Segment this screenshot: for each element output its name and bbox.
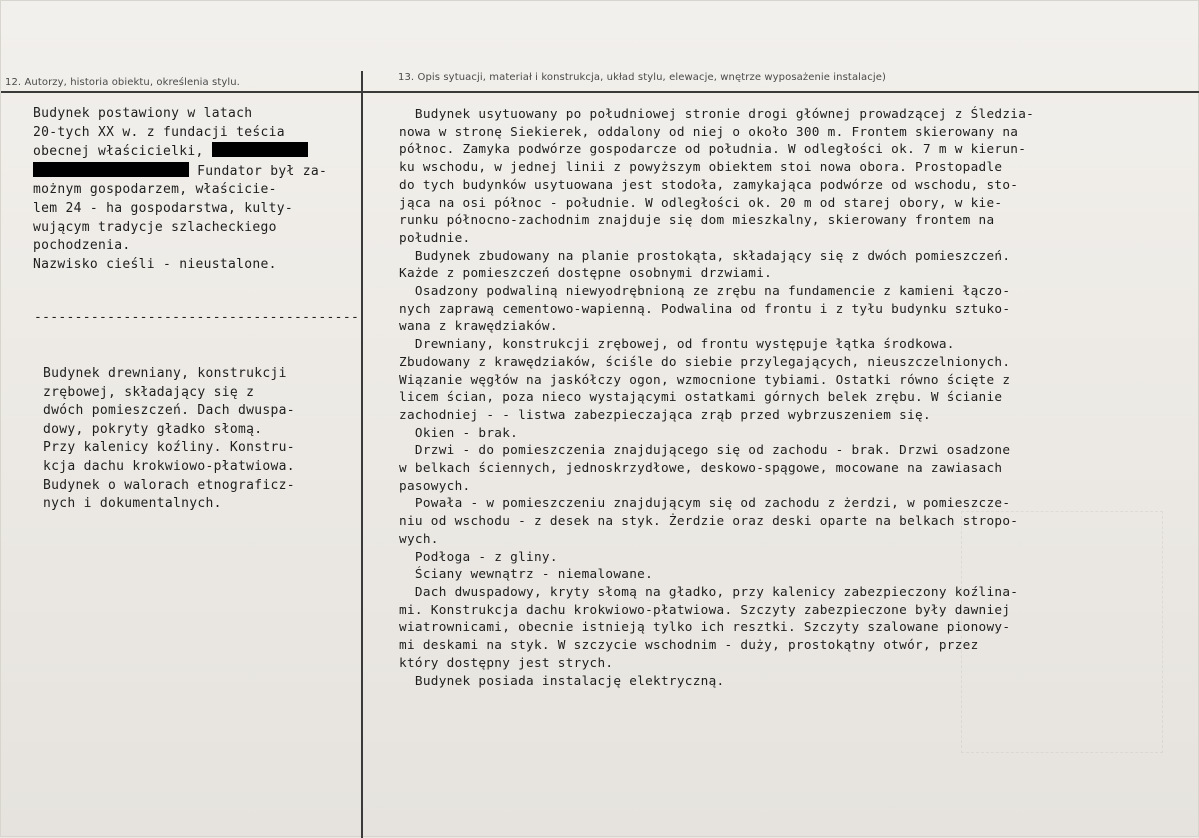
summary-line: kcja dachu krokwiowo-płatwiowa.	[43, 458, 295, 474]
summary-line: Budynek drewniany, konstrukcji	[43, 366, 287, 381]
authors-line: wującym tradycje szlacheckiego	[33, 219, 277, 235]
faded-stamp-area	[961, 511, 1163, 753]
building-summary-text	[43, 365, 295, 514]
description-line: pasowych.	[399, 477, 471, 493]
authors-line: obecnej właścicielki,	[33, 144, 204, 160]
description-line: licem ścian, poza nieco wystającymi ostatkami górnych belek zrębu. W ścianie	[399, 389, 1003, 405]
description-line: runku północno-zachodnim znajduje się dom mieszkalny, skierowany frontem na	[399, 212, 995, 228]
description-line: Budynek posiada instalację elektryczną.	[399, 672, 725, 688]
description-line: Okien - brak.	[399, 424, 519, 440]
description-line: Budynek zbudowany na planie prostokąta, składający się z dwóch pomieszczeń.	[399, 247, 1011, 263]
summary-line: Budynek o walorach etnograficz-	[43, 477, 295, 493]
summary-line: dowy, pokryty gładko słomą.	[43, 421, 263, 437]
description-line: południe.	[399, 229, 471, 245]
description-line: północ. Zamyka podwórze gospodarcze od południa. W odległości ok. 7 m w kierun-	[399, 141, 1027, 157]
description-line: Drzwi - do pomieszczenia znajdującego się od zachodu - brak. Drzwi osadzone	[399, 442, 1011, 458]
description-line: wana z krawędziaków.	[399, 318, 558, 334]
description-line: który dostępny jest strych.	[399, 654, 614, 670]
description-line: Budynek usytuowany po południowej stronie drogi głównej prowadzącej z Śledzia-	[399, 106, 1035, 121]
description-line: zachodniej - - listwa zabezpieczająca zrąb przed wybrzuszeniem się.	[399, 406, 931, 422]
header-rule	[1, 91, 1199, 93]
description-line: niu od wschodu - z desek na styk. Żerdzie oraz deski oparte na belkach stropo-	[399, 513, 1019, 529]
description-line: Osadzony podwaliną niewyodrębnioną ze zrębu na fundamencie z kamieni łączo-	[399, 283, 1011, 299]
redaction-bar	[212, 142, 308, 157]
authors-line: Budynek postawiony w latach	[33, 106, 253, 121]
section-12-header: 12. Autorzy, historia obiektu, określenia stylu.	[5, 77, 240, 88]
summary-line: zrębowej, składający się z	[43, 384, 255, 400]
description-line: nych zaprawą cementowo-wapienną. Podwalina od frontu i z tyłu budynku sztuko-	[399, 300, 1011, 316]
redaction-bar	[33, 162, 189, 177]
authors-line: Nazwisko cieśli - nieustalone.	[33, 256, 277, 272]
section-13-header: 13. Opis sytuacji, materiał i konstrukcja, układ stylu, elewacje, wnętrze wyposażenie instalacje)	[398, 72, 887, 83]
description-line: jąca na osi północ - południe. W odległości ok. 20 m od starej obory, w kie-	[399, 194, 1003, 210]
description-line: wych.	[399, 530, 439, 546]
summary-line: nych i dokumentalnych.	[43, 496, 222, 512]
description-line: ku wschodu, w jednej linii z powyższym obiektem stoi nowa obora. Prostopadle	[399, 159, 1003, 175]
authors-line: Fundator był za-	[189, 163, 328, 179]
summary-line: Przy kalenicy koźliny. Konstru-	[43, 440, 295, 456]
building-description-text	[399, 105, 1034, 689]
description-line: Ściany wewnątrz - niemalowane.	[399, 566, 654, 582]
description-line: do tych budynków usytuowana jest stodoła, zamykająca podwórze od wschodu, sto-	[399, 176, 1019, 192]
description-line: Każde z pomieszczeń dostępne osobnymi drzwiami.	[399, 265, 773, 281]
description-line: Wiązanie węgłów na jaskółczy ogon, wzmocnione tybiami. Ostatki równo ścięte z	[399, 371, 1011, 387]
description-line: Podłoga - z gliny.	[399, 548, 558, 564]
authors-line: możnym gospodarzem, właściciе-	[33, 182, 277, 198]
description-line: mi deskami na styk. W szczycie wschodnim - duży, prostokątny otwór, przez	[399, 637, 979, 653]
description-line: w belkach ściennych, jednoskrzydłowe, deskowo-spągowe, mocowane na zawiasach	[399, 460, 1003, 476]
description-line: Powała - w pomieszczeniu znajdującym się od zachodu z żerdzi, w pomieszcze-	[399, 495, 1011, 511]
authors-line: 20-tych XX w. z fundacji teścia	[33, 124, 285, 140]
summary-line: dwóch pomieszczeń. Dach dwuspa-	[43, 403, 295, 419]
authors-line: pochodzenia.	[33, 238, 131, 254]
authors-history-text	[33, 105, 327, 274]
description-line: Zbudowany z krawędziaków, ściśle do siebie przylegających, nieuszczelnionych.	[399, 353, 1011, 369]
description-line: mi. Konstrukcja dachu krokwiowo-płatwiowa. Szczyty zabezpieczone były dawniej	[399, 601, 1011, 617]
column-divider	[361, 71, 363, 838]
description-line: Drewniany, konstrukcji zrębowej, od frontu występuje łątka środkowa.	[399, 336, 955, 352]
description-line: wiatrownicami, obecnie istnieją tylko ich resztki. Szczyty szalowane pionowy-	[399, 619, 1011, 635]
authors-line: lem 24 - ha gospodarstwa, kulty-	[33, 200, 294, 216]
dashed-separator: ----------------------------------------	[34, 310, 360, 325]
description-line: nowa w stronę Siekierek, oddalony od niej o około 300 m. Frontem skierowany na	[399, 123, 1019, 139]
description-line: Dach dwuspadowy, kryty słomą na gładko, przy kalenicy zabezpieczony koźlina-	[399, 583, 1019, 599]
